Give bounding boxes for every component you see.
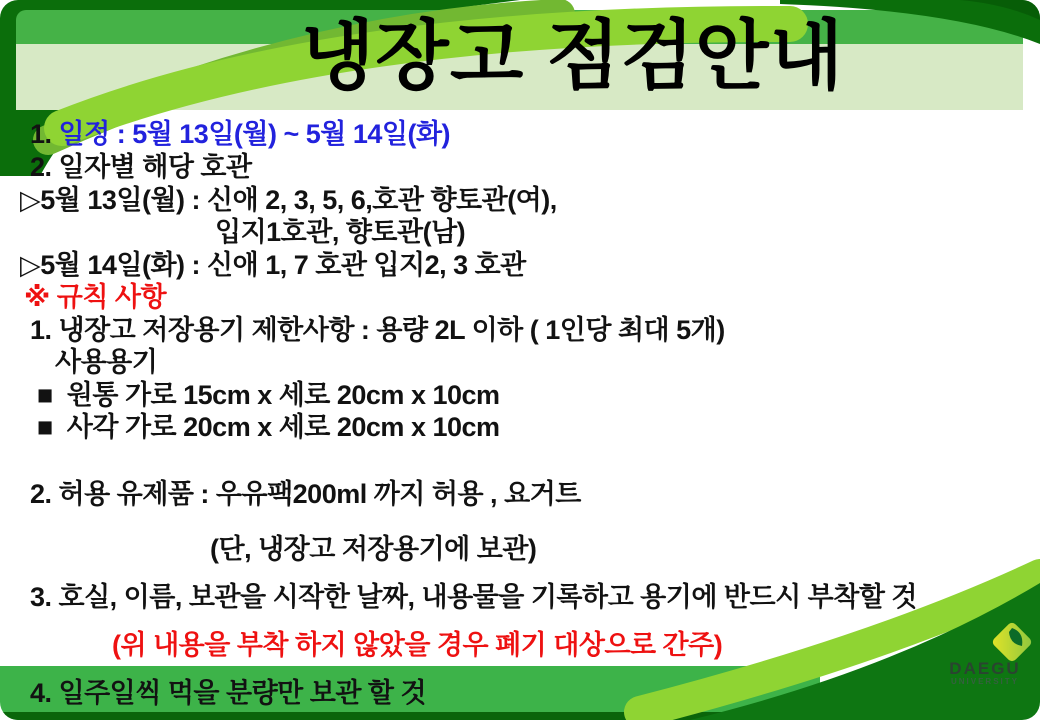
rule-4: 4. 일주일씩 먹을 분량만 보관 할 것 xyxy=(30,678,427,708)
rule-3: 3. 호실, 이름, 보관을 시작한 날짜, 내용물을 기록하고 용기에 반드시 부착할 것 xyxy=(30,582,917,612)
logo-university-name: DAEGU xyxy=(949,659,1021,678)
rule-1: 1. 냉장고 저장용기 제한사항 : 용량 2L 이하 ( 1인당 최대 5개) xyxy=(30,315,725,345)
rule-3-warning: (위 내용을 부착 하지 않았을 경우 폐기 대상으로 간주) xyxy=(112,630,723,660)
schedule-line-2: 2. 일자별 해당 호관 xyxy=(30,152,252,182)
schedule-line-1-text: 일정 : 5월 13일(월) ~ 5월 14일(화) xyxy=(58,119,451,149)
rule-1-square: ■ 사각 가로 20cm x 세로 20cm x 10cm xyxy=(37,412,500,442)
schedule-line-1 xyxy=(30,119,450,150)
schedule-line-1-number: 1. xyxy=(30,119,59,149)
schedule-day2: ▷5월 14일(화) : 신애 1, 7 호관 입지2, 3 호관 xyxy=(20,250,526,280)
rule-1-sub: 사용용기 xyxy=(55,347,158,377)
page-title: 냉장고 점검안내 xyxy=(300,14,845,99)
rule-2: 2. 허용 유제품 : 우유팩200ml 까지 허용 , 요거트 xyxy=(30,479,581,509)
schedule-day1: ▷5월 13일(월) : 신애 2, 3, 5, 6,호관 향토관(여), xyxy=(20,185,557,215)
logo-university-subtitle: UNIVERSITY xyxy=(950,677,1019,686)
rules-heading: ※ 규칙 사항 xyxy=(24,282,167,312)
rule-2-note: (단, 냉장고 저장용기에 보관) xyxy=(210,534,537,564)
rule-1-cylinder: ■ 원통 가로 15cm x 세로 20cm x 10cm xyxy=(37,380,500,410)
schedule-day1-continued: 입지1호관, 향토관(남) xyxy=(215,217,466,247)
